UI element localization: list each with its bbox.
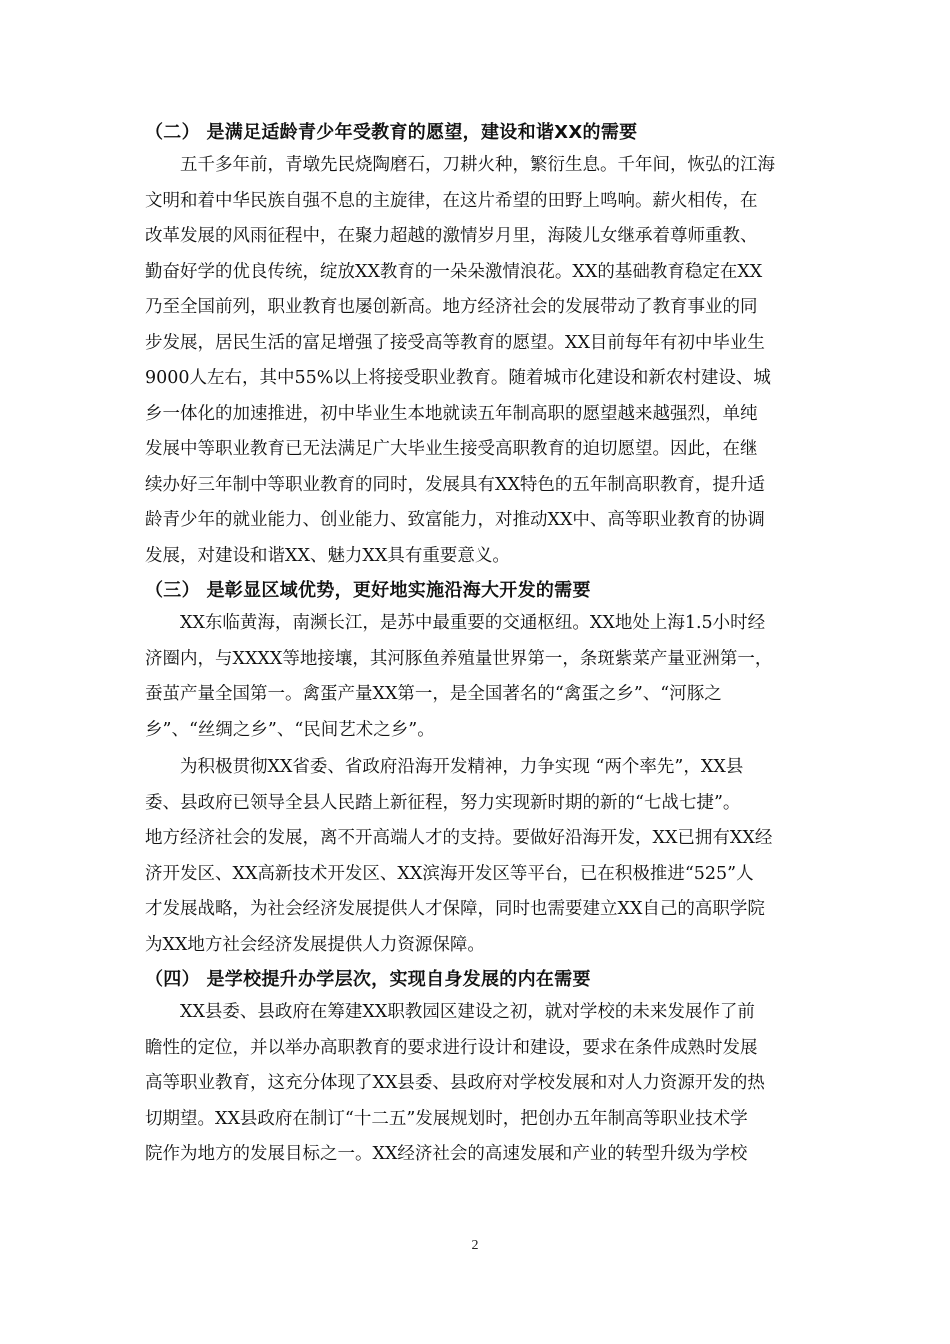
section-heading: （四） 是学校提升办学层次，实现自身发展的内在需要 xyxy=(145,969,591,990)
paragraph-line: 为XX地方社会经济发展提供人力资源保障。 xyxy=(145,934,485,955)
paragraph-line: XX东临黄海，南濒长江，是苏中最重要的交通枢纽。XX地处上海1.5小时经 xyxy=(180,613,766,633)
document-body xyxy=(145,118,810,1175)
paragraph-line: 济开发区、XX高新技术开发区、XX滨海开发区等平台，已在积极推进“525”人 xyxy=(145,863,754,884)
paragraph-line: 蚕茧产量全国第一。禽蛋产量XX第一，是全国著名的“禽蛋之乡”、“河豚之 xyxy=(145,684,722,704)
paragraph-line: 步发展，居民生活的富足增强了接受高等教育的愿望。XX目前每年有初中毕业生 xyxy=(145,332,765,353)
paragraph-line: 院作为地方的发展目标之一。XX经济社会的高速发展和产业的转型升级为学校 xyxy=(145,1144,748,1164)
paragraph xyxy=(145,995,810,1173)
paragraph-line: 切期望。XX县政府在制订“十二五”发展规划时，把创办五年制高等职业技术学 xyxy=(145,1108,748,1129)
paragraph-line: 地方经济社会的发展，离不开高端人才的支持。要做好沿海开发，XX已拥有XX经 xyxy=(145,828,773,848)
paragraph-line: 改革发展的风雨征程中，在聚力超越的激情岁月里，海陵儿女继承着尊师重教、 xyxy=(145,226,758,246)
paragraph-line: 才发展战略，为社会经济发展提供人才保障，同时也需要建立XX自己的高职学院 xyxy=(145,899,765,919)
paragraph xyxy=(145,606,810,748)
paragraph-line: 乡一体化的加速推进，初中毕业生本地就读五年制高职的愿望越来越强烈，单纯 xyxy=(145,403,758,424)
paragraph-line: XX县委、县政府在筹建XX职教园区建设之初，就对学校的未来发展作了前 xyxy=(180,1002,755,1022)
paragraph-line: 续办好三年制中等职业教育的同时，发展具有XX特色的五年制高职教育，提升适 xyxy=(145,474,765,495)
page-number: 2 xyxy=(471,1238,479,1253)
paragraph-line: 9000人左右，其中55%以上将接受职业教育。随着城市化建设和新农村建设、城 xyxy=(145,368,771,388)
paragraph-line: 济圈内，与XXXX等地接壤，其河豚鱼养殖量世界第一，条斑紫菜产量亚洲第一， xyxy=(145,648,773,669)
section-heading: （二） 是满足适龄青少年受教育的愿望，建设和谐XX的需要 xyxy=(145,122,638,143)
paragraph-line: 高等职业教育，这充分体现了XX县委、县政府对学校发展和对人力资源开发的热 xyxy=(145,1073,765,1093)
paragraph-line: 委、县政府已领导全县人民踏上新征程，努力实现新时期的新的“七战七捷”。 xyxy=(145,792,741,813)
paragraph-line: 发展，对建设和谐XX、魅力XX具有重要意义。 xyxy=(145,545,510,566)
paragraph xyxy=(145,148,810,574)
paragraph-line: 文明和着中华民族自强不息的主旋律，在这片希望的田野上鸣响。薪火相传，在 xyxy=(145,190,758,211)
paragraph-line: 乡”、“丝绸之乡”、“民间艺术之乡”。 xyxy=(145,719,435,740)
paragraph-line: 瞻性的定位，并以举办高职教育的要求进行设计和建设，要求在条件成熟时发展 xyxy=(145,1037,758,1058)
section-heading: （三） 是彰显区域优势，更好地实施沿海大开发的需要 xyxy=(145,580,591,601)
paragraph-line: 龄青少年的就业能力、创业能力、致富能力，对推动XX中、高等职业教育的协调 xyxy=(145,510,765,530)
paragraph-line: 发展中等职业教育已无法满足广大毕业生接受高职教育的迫切愿望。因此，在继 xyxy=(145,439,758,459)
paragraph-line: 五千多年前，青墩先民烧陶磨石，刀耕火种，繁衍生息。千年间，恢弘的江海 xyxy=(180,155,775,175)
paragraph-line: 为积极贯彻XX省委、省政府沿海开发精神，力争实现 “两个率先”，XX县 xyxy=(180,757,744,777)
paragraph-line: 乃至全国前列，职业教育也屡创新高。地方经济社会的发展带动了教育事业的同 xyxy=(145,297,758,317)
paragraph-line: 勤奋好学的优良传统，绽放XX教育的一朵朵激情浪花。XX的基础教育稳定在XX xyxy=(145,261,763,282)
paragraph xyxy=(145,750,810,963)
